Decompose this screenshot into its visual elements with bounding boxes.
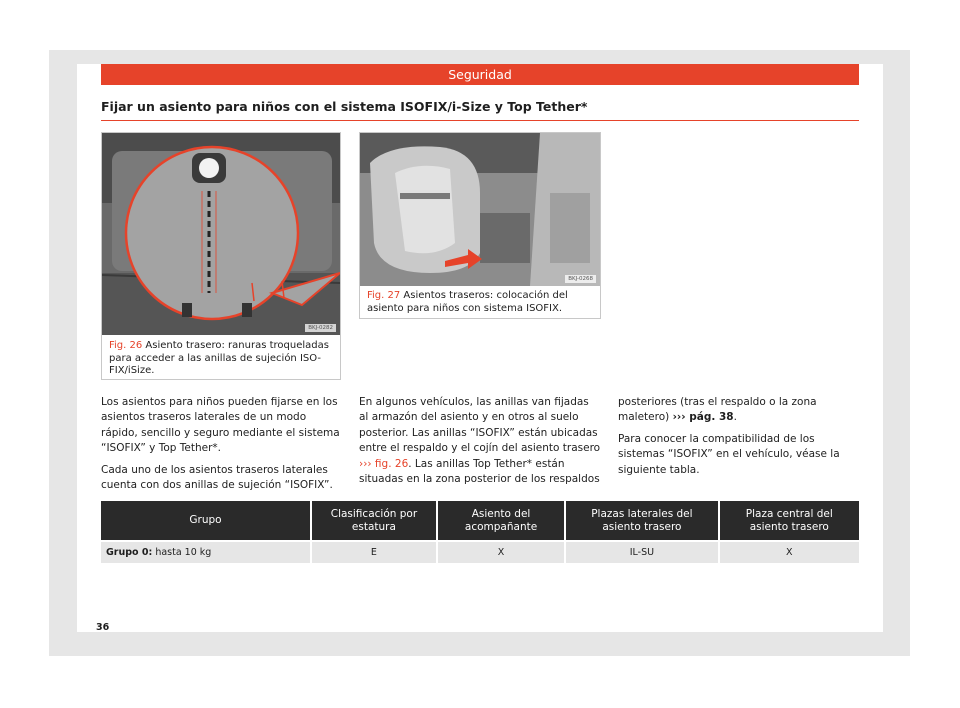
header-plazas-laterales: Plazas laterales del asiento trasero: [565, 501, 718, 541]
figure-26-image: [102, 133, 340, 335]
figure-27-caption: [367, 290, 595, 315]
col3-paragraph-1: [618, 395, 860, 426]
table-row: [101, 541, 859, 563]
child-seat-illustration: [360, 133, 600, 286]
table-header-row: [101, 501, 859, 541]
page-title: Fijar un asiento para niños con el sistema ISOFIX/i-Size y Top Tether*: [101, 99, 588, 114]
figure-26-code: BKJ-0282: [305, 324, 336, 332]
title-rule: [101, 120, 859, 121]
cell-plaza-central: X: [719, 541, 859, 563]
col3-paragraph-2: Para conocer la compatibilidad de los sistemas “ISOFIX” en el vehículo, véase la siguiente tabla.: [618, 432, 840, 476]
text-column-1: [101, 395, 343, 499]
section-bar: Seguridad: [101, 64, 859, 85]
link-page-38[interactable]: ››› pág. 38: [672, 411, 734, 424]
figure-27-label: Fig. 27: [367, 290, 401, 301]
header-clasificacion: Clasificación por estatura: [311, 501, 437, 541]
group-label: Grupo 0:: [106, 547, 153, 558]
header-acompanante: Asiento del acompañante: [437, 501, 565, 541]
col1-paragraph-1: Los asientos para niños pueden fijarse en los asientos traseros laterales de un modo rápido, sencillo y seguro mediante el sistema “ISOFIX” y Top Tether*.: [101, 396, 340, 455]
cell-plazas-laterales: IL-SU: [565, 541, 718, 563]
group-detail: hasta 10 kg: [155, 547, 212, 558]
cell-clasificacion: E: [311, 541, 437, 563]
header-grupo: Grupo: [101, 501, 311, 541]
col2-paragraph-1: [359, 395, 601, 487]
cell-acompanante: X: [437, 541, 565, 563]
figure-27-image: [360, 133, 600, 286]
figure-27: [359, 132, 601, 319]
isofix-compatibility-table: [101, 501, 859, 563]
col2-text-b: . Las anillas Top Tether* están situadas en la zona posterior de los respaldos: [359, 457, 600, 486]
col2-text-a: En algunos vehículos, las anillas van fijadas al armazón del asiento y en otros al suelo posterior. Las anillas “ISOFIX” están ubicadas entre el respaldo y el cojín del asiento trasero: [359, 396, 601, 455]
figure-26-label: Fig. 26: [109, 340, 143, 351]
manual-page: [77, 64, 883, 632]
col3-text-b: .: [733, 411, 737, 424]
header-plaza-central: Plaza central del asiento trasero: [719, 501, 859, 541]
cell-grupo: [101, 541, 311, 563]
col3-text-a: posteriores (tras el respaldo o la zona maletero): [618, 396, 817, 424]
figure-26-caption: [109, 340, 335, 378]
text-column-2: [359, 395, 601, 493]
rear-seat-illustration: [102, 133, 340, 335]
figure-27-code: BKJ-0268: [565, 275, 596, 283]
link-fig-26[interactable]: ››› fig. 26: [359, 457, 409, 470]
page-number: 36: [96, 622, 110, 633]
text-column-3: [618, 395, 860, 484]
figure-26-caption-text: Asiento trasero: ranuras troqueladas para acceder a las anillas de sujeción ISO-FIX/iSize.: [109, 340, 329, 376]
col1-paragraph-2: Cada uno de los asientos traseros laterales cuenta con dos anillas de sujeción “ISOFIX”.: [101, 463, 333, 492]
figure-26: [101, 132, 341, 380]
figure-27-caption-text: Asientos traseros: colocación del asiento para niños con sistema ISOFIX.: [367, 290, 568, 314]
